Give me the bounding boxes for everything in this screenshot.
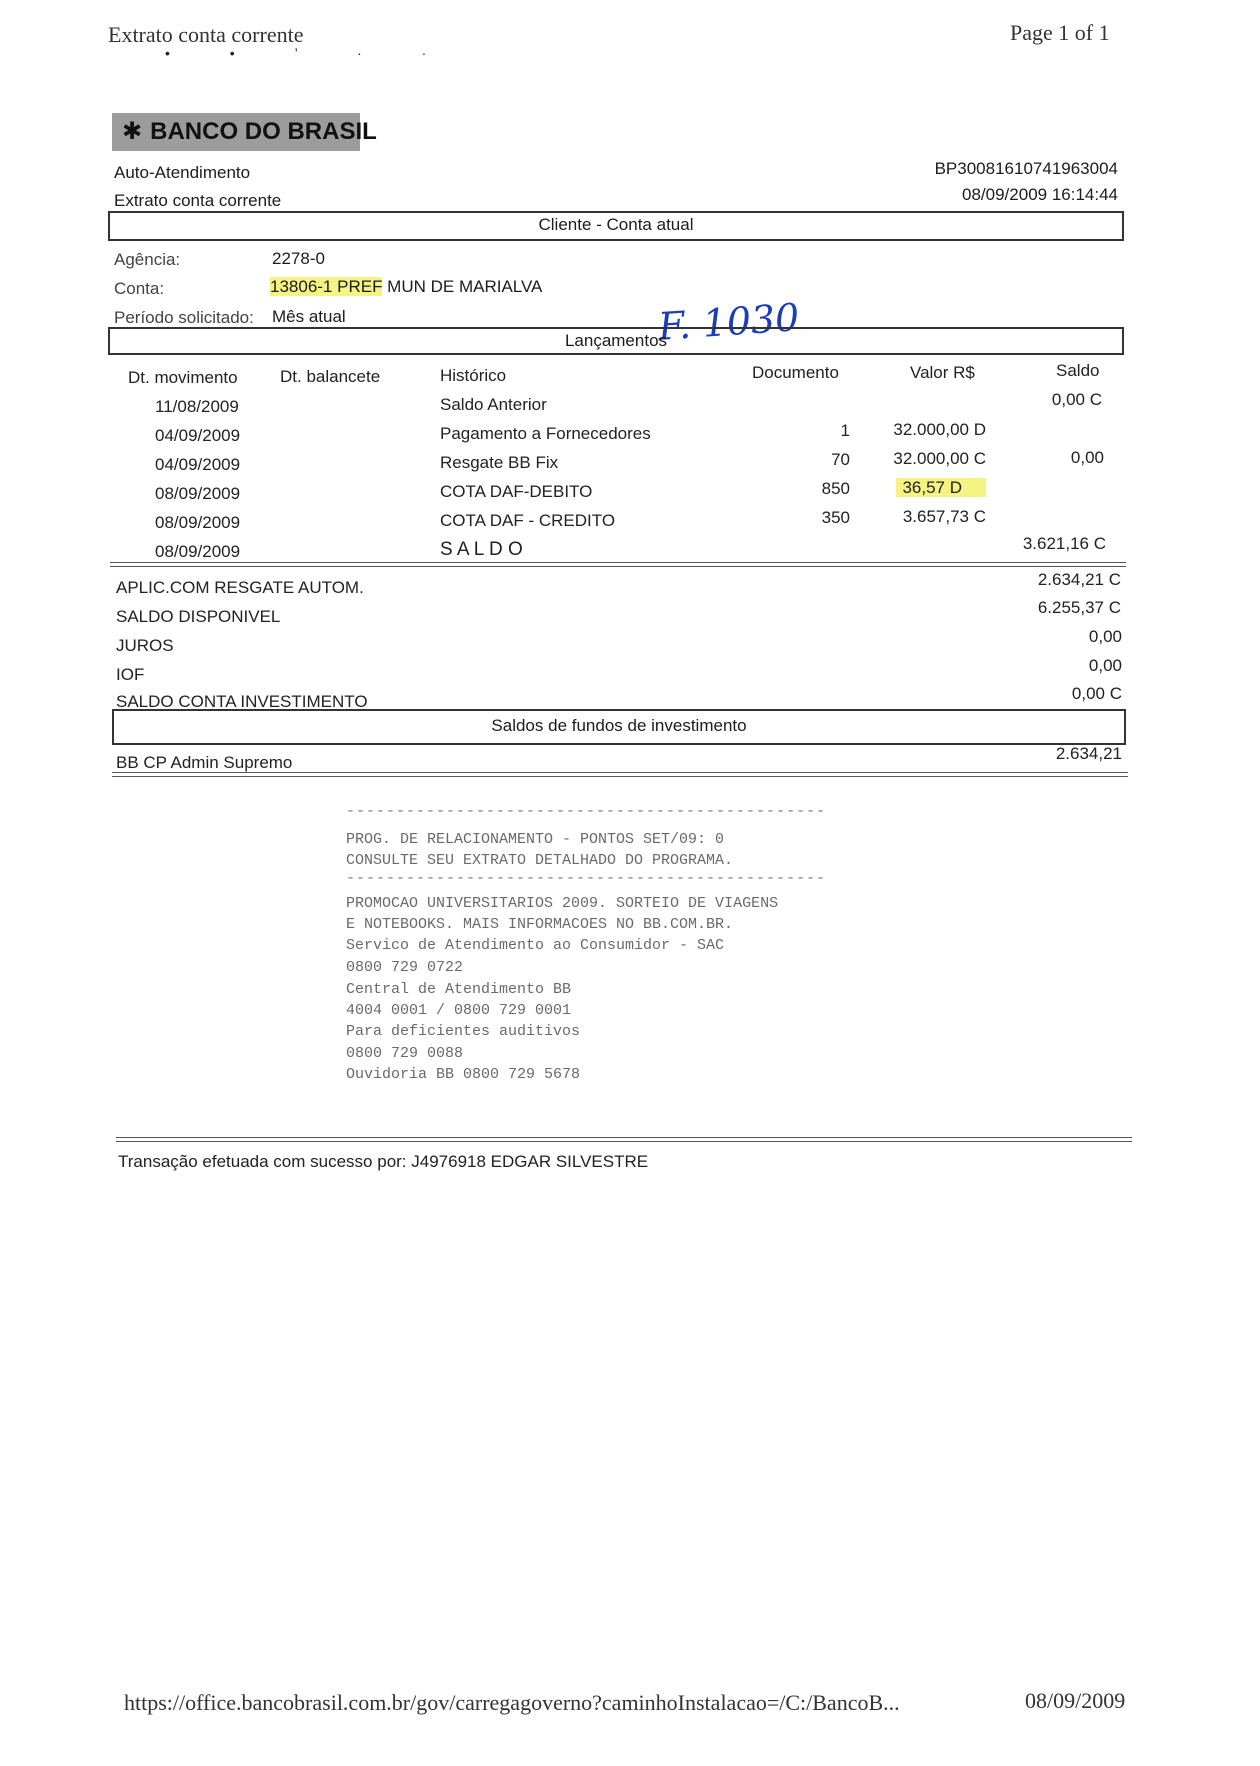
table-row-0-historico: Saldo Anterior	[440, 395, 547, 414]
promo-line-4: Central de Atendimento BB	[346, 981, 572, 998]
table-row-0-date: 11/08/2009	[155, 397, 239, 416]
promo-line-5: 4004 0001 / 0800 729 0001	[346, 1002, 572, 1019]
lancamentos-header: Lançamentos	[108, 327, 1124, 355]
print-header-page: Page 1 of 1	[1010, 20, 1110, 45]
summary-label-aplic: APLIC.COM RESGATE AUTOM.	[116, 578, 364, 597]
summary-value-disponivel: 6.255,37 C	[1037, 598, 1121, 617]
table-row-2-historico: Resgate BB Fix	[440, 453, 559, 472]
points-line-2: CONSULTE SEU EXTRATO DETALHADO DO PROGRAMA.	[346, 852, 734, 869]
table-row-1-valor: 32.000,00 D	[893, 420, 986, 439]
client-section-header: Cliente - Conta atual	[108, 211, 1124, 241]
table-row-1-historico: Pagamento a Fornecedores	[440, 424, 651, 443]
table-row-2-date: 04/09/2009	[155, 455, 241, 474]
table-row-1-documento: 1	[840, 421, 850, 440]
col-saldo: Saldo	[1056, 361, 1100, 380]
table-row-3-documento: 850	[821, 479, 850, 498]
table-row-5-saldo: 3.621,16 C	[1022, 534, 1106, 553]
summary-label-disponivel: SALDO DISPONIVEL	[116, 607, 281, 626]
table-row-3-valor: 36,57 D	[860, 478, 986, 498]
conta-highlight: 13806-1 PREF	[270, 277, 383, 296]
funds-divider	[112, 772, 1128, 777]
promo-line-3: 0800 729 0722	[346, 959, 464, 976]
table-row-3-date: 08/09/2009	[155, 484, 241, 503]
promo-line-2: Servico de Atendimento ao Consumidor - SAC	[346, 937, 725, 954]
table-row-2-valor: 32.000,00 C	[893, 449, 986, 468]
col-dt-movimento: Dt. movimento	[128, 368, 238, 387]
table-row-4-date: 08/09/2009	[155, 513, 241, 532]
summary-value-aplic: 2.634,21 C	[1037, 570, 1121, 589]
table-row-1-date: 04/09/2009	[155, 426, 241, 445]
transaction-confirmation: Transação efetuada com sucesso por: J4976918 EDGAR SILVESTRE	[118, 1152, 649, 1171]
print-footer-url: https://office.bancobrasil.com.br/gov/carregagoverno?caminhoInstalacao=/C:/BancoB...	[124, 1690, 900, 1715]
periodo-value: Mês atual	[272, 307, 346, 326]
statement-label: Extrato conta corrente	[114, 191, 282, 210]
banco-do-brasil-logo: ✱ BANCO DO BRASIL	[112, 113, 360, 151]
handwritten-note: F. 1030	[656, 295, 801, 349]
table-row-5-date: 08/09/2009	[155, 542, 241, 561]
message-rule-mid: ------------------------------------------------	[346, 870, 827, 887]
scan-specks: • • ’ · ·	[165, 45, 455, 61]
col-documento: Documento	[752, 363, 839, 382]
conta-label: Conta:	[114, 279, 165, 298]
print-header-title: Extrato conta corrente	[108, 22, 304, 47]
promo-line-0: PROMOCAO UNIVERSITARIOS 2009. SORTEIO DE VIAGENS	[346, 895, 779, 912]
bb-logo-icon: ✱	[122, 118, 143, 145]
promo-line-1: E NOTEBOOKS. MAIS INFORMACOES NO BB.COM.BR.	[346, 916, 734, 933]
table-row-4-valor: 3.657,73 C	[902, 507, 986, 526]
protocol-number: BP30081610741963004	[934, 159, 1118, 178]
agencia-label: Agência:	[114, 250, 181, 269]
promo-line-6: Para deficientes auditivos	[346, 1023, 581, 1040]
summary-value-investimento: 0,00 C	[1071, 684, 1122, 703]
table-row-4-historico: COTA DAF - CREDITO	[440, 511, 616, 530]
statement-datetime: 08/09/2009 16:14:44	[962, 185, 1118, 204]
table-row-0-saldo: 0,00 C	[1051, 390, 1102, 409]
table-divider	[110, 562, 1126, 567]
fund-value: 2.634,21	[1055, 744, 1122, 763]
table-row-5-historico: S A L D O	[440, 539, 523, 560]
transaction-divider	[116, 1137, 1132, 1142]
table-row-3-historico: COTA DAF-DEBITO	[440, 482, 593, 501]
col-dt-balancete: Dt. balancete	[280, 367, 381, 386]
periodo-label: Período solicitado:	[114, 308, 254, 327]
funds-header: Saldos de fundos de investimento	[112, 709, 1126, 745]
summary-label-iof: IOF	[116, 665, 145, 684]
col-historico: Histórico	[440, 366, 507, 385]
promo-line-8: Ouvidoria BB 0800 729 5678	[346, 1066, 581, 1083]
summary-value-juros: 0,00	[1088, 627, 1122, 646]
print-footer-date: 08/09/2009	[1025, 1688, 1126, 1713]
agencia-value: 2278-0	[272, 249, 325, 268]
summary-label-investimento: SALDO CONTA INVESTIMENTO	[116, 692, 368, 711]
summary-value-iof: 0,00	[1088, 656, 1122, 675]
conta-value: 13806-1 PREF MUN DE MARIALVA	[270, 277, 543, 296]
service-label: Auto-Atendimento	[114, 163, 251, 182]
points-line-1: PROG. DE RELACIONAMENTO - PONTOS SET/09: 0	[346, 831, 725, 848]
table-row-2-documento: 70	[831, 450, 850, 469]
message-rule-top: ------------------------------------------------	[346, 803, 827, 820]
promo-line-7: 0800 729 0088	[346, 1045, 464, 1062]
table-row-4-documento: 350	[821, 508, 850, 527]
summary-label-juros: JUROS	[116, 636, 174, 655]
col-valor: Valor R$	[910, 363, 975, 382]
fund-name: BB CP Admin Supremo	[116, 753, 293, 772]
table-row-2-saldo: 0,00	[1070, 448, 1104, 467]
